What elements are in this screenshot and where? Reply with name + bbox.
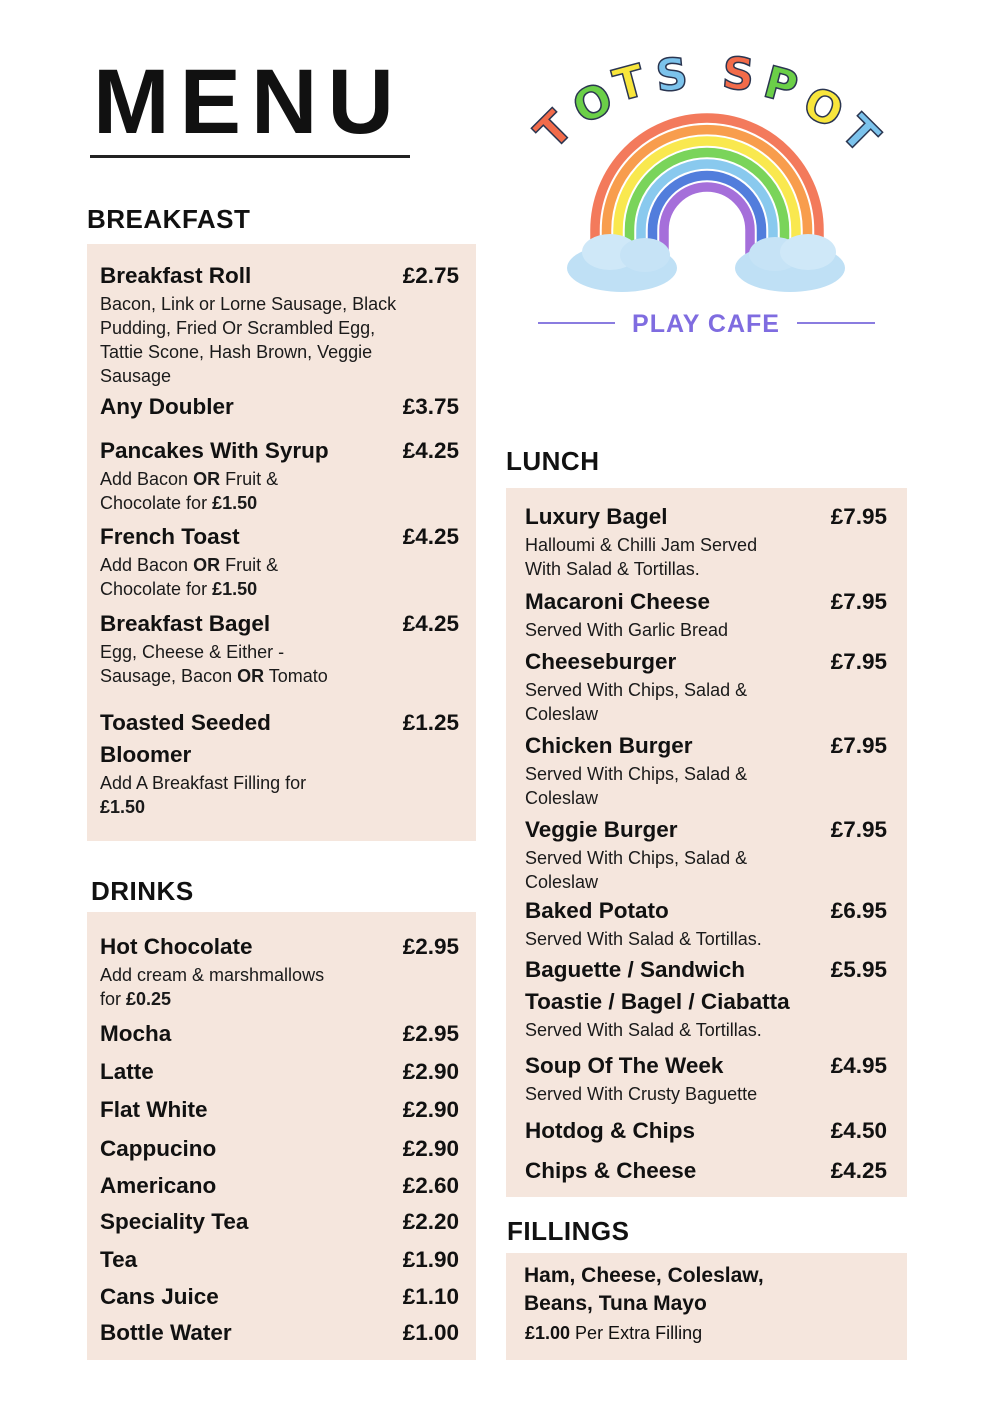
item-title: Any Doubler: [100, 394, 234, 419]
item-description: Served With Crusty Baguette: [525, 1084, 758, 1104]
item-title: Chicken Burger: [525, 733, 693, 758]
item-description: Tattie Scone, Hash Brown, Veggie: [100, 342, 373, 362]
breakfast-heading: BREAKFAST: [87, 204, 251, 234]
item-description: Halloumi & Chilli Jam Served: [525, 535, 758, 555]
item-description: Bacon, Link or Lorne Sausage, Black: [100, 294, 397, 314]
item-title: Baguette / Sandwich: [525, 957, 746, 982]
item-price: £1.00: [402, 1320, 459, 1345]
item-price: £1.25: [402, 710, 459, 735]
emphasis: £1.50: [212, 493, 258, 513]
item-price: £7.95: [830, 649, 887, 674]
item-title: Hotdog & Chips: [525, 1118, 695, 1143]
item-description: Chocolate for £1.50: [100, 579, 258, 599]
item-price: £7.95: [830, 589, 887, 614]
item-price: £4.50: [830, 1118, 887, 1143]
item-title: Luxury Bagel: [525, 504, 668, 529]
item-description: Sausage, Bacon OR Tomato: [100, 666, 328, 686]
drinks-item: [100, 1317, 459, 1349]
breakfast-item: [100, 391, 459, 423]
item-description: Add Bacon OR Fruit &: [100, 469, 279, 489]
drinks-item: [100, 1244, 459, 1276]
item-description: Served With Salad & Tortillas.: [525, 1020, 762, 1040]
item-title: Flat White: [100, 1097, 208, 1122]
item-price: £4.25: [402, 611, 459, 636]
item-description: Served With Salad & Tortillas.: [525, 929, 762, 949]
lunch-item: [525, 730, 887, 810]
emphasis: £0.25: [126, 989, 172, 1009]
item-description: Served With Garlic Bread: [525, 620, 729, 640]
breakfast-item: [100, 260, 459, 388]
brand-letter: S: [653, 48, 690, 103]
cloud-left-icon: [567, 234, 677, 292]
item-description: Coleslaw: [525, 788, 599, 808]
brand-letter: T: [525, 101, 583, 159]
fillings-price: £1.00: [525, 1323, 571, 1343]
item-description: Add Bacon OR Fruit &: [100, 555, 279, 575]
lunch-item: [525, 814, 887, 894]
item-title: Latte: [100, 1059, 154, 1084]
item-title: French Toast: [100, 524, 240, 549]
item-title: Bottle Water: [100, 1320, 232, 1345]
item-description: Served With Chips, Salad &: [525, 848, 748, 868]
item-title: Cans Juice: [100, 1284, 219, 1309]
item-price: £4.25: [830, 1158, 887, 1183]
drinks-item: [100, 931, 459, 1011]
brand-letter: T: [831, 105, 889, 163]
item-price: £3.75: [402, 394, 459, 419]
item-title: Mocha: [100, 1021, 172, 1046]
tagline: PLAY CAFE: [632, 310, 780, 338]
fillings-line: Ham, Cheese, Coleslaw,: [524, 1264, 764, 1287]
brand-letter: T: [608, 55, 651, 113]
item-title: Chips & Cheese: [525, 1158, 697, 1183]
item-description: Coleslaw: [525, 872, 599, 892]
item-price: £2.60: [402, 1173, 459, 1198]
item-title: Macaroni Cheese: [525, 589, 711, 614]
item-title: Toastie / Bagel / Ciabatta: [525, 989, 790, 1014]
item-title: Baked Potato: [525, 898, 669, 923]
fillings-price-note: [525, 1321, 702, 1345]
item-description: Pudding, Fried Or Scrambled Egg,: [100, 318, 376, 338]
item-price: £2.20: [402, 1209, 459, 1234]
item-price: £4.25: [402, 524, 459, 549]
tots-spot-logo: [520, 30, 900, 350]
item-description: Add A Breakfast Filling for: [100, 773, 307, 793]
item-description: Egg, Cheese & Either -: [100, 642, 285, 662]
menu-title: MENU: [93, 51, 404, 153]
drinks-item: [100, 1206, 459, 1238]
lunch-item: [525, 1115, 887, 1147]
breakfast-item: [100, 707, 459, 819]
drinks-item: [100, 1018, 459, 1050]
lunch-item: [525, 501, 887, 581]
lunch-item: [525, 646, 887, 726]
item-title: Hot Chocolate: [100, 934, 253, 959]
item-price: £7.95: [830, 817, 887, 842]
item-title: Breakfast Bagel: [100, 611, 271, 636]
item-title: Toasted Seeded: [100, 710, 271, 735]
brand-letter: O: [795, 76, 851, 139]
item-price: £4.95: [830, 1053, 887, 1078]
fillings-list: [524, 1262, 764, 1318]
item-title: Cheeseburger: [525, 649, 677, 674]
item-title: Cappucino: [100, 1136, 217, 1161]
item-price: £2.95: [402, 934, 459, 959]
emphasis: OR: [237, 666, 265, 686]
emphasis: OR: [193, 555, 221, 575]
item-price: £2.90: [402, 1097, 459, 1122]
lunch-item: [525, 1050, 887, 1106]
item-price: £4.25: [402, 438, 459, 463]
emphasis: £1.50: [212, 579, 258, 599]
emphasis: £1.50: [100, 797, 146, 817]
lunch-item: [525, 954, 887, 1042]
brand-letter: P: [758, 56, 803, 115]
drinks-item: [100, 1094, 459, 1126]
item-price: £1.90: [402, 1247, 459, 1272]
item-description: Sausage: [100, 366, 172, 386]
drinks-item: [100, 1281, 459, 1313]
item-title: Speciality Tea: [100, 1209, 249, 1234]
drinks-item: [100, 1133, 459, 1165]
drinks-heading: DRINKS: [91, 876, 194, 906]
fillings-note: Per Extra Filling: [570, 1323, 703, 1343]
item-description: With Salad & Tortillas.: [525, 559, 700, 579]
fillings-line: Beans, Tuna Mayo: [524, 1292, 707, 1315]
item-price: £7.95: [830, 504, 887, 529]
item-description: Chocolate for £1.50: [100, 493, 258, 513]
lunch-item: [525, 1155, 887, 1187]
item-price: £1.10: [402, 1284, 459, 1309]
drinks-item: [100, 1170, 459, 1202]
item-description: for £0.25: [100, 989, 172, 1009]
item-title: Pancakes With Syrup: [100, 438, 329, 463]
lunch-item: [525, 895, 887, 951]
item-price: £6.95: [830, 898, 887, 923]
item-title: Breakfast Roll: [100, 263, 252, 288]
breakfast-item: [100, 608, 459, 688]
brand-letter: S: [720, 47, 757, 102]
item-price: £2.75: [402, 263, 459, 288]
item-title: Americano: [100, 1173, 217, 1198]
item-title: Tea: [100, 1247, 138, 1272]
title-underline: [90, 155, 410, 158]
breakfast-item: [100, 521, 459, 601]
item-price: £2.90: [402, 1059, 459, 1084]
breakfast-item: [100, 435, 459, 515]
item-description: Served With Chips, Salad &: [525, 680, 748, 700]
fillings-heading: FILLINGS: [507, 1216, 630, 1246]
item-price: £7.95: [830, 733, 887, 758]
item-description: Served With Chips, Salad &: [525, 764, 748, 784]
item-description: Coleslaw: [525, 704, 599, 724]
item-description: [100, 795, 306, 819]
lunch-heading: LUNCH: [506, 446, 600, 476]
item-title: Veggie Burger: [525, 817, 678, 842]
emphasis: OR: [193, 469, 221, 489]
brand-letter: O: [565, 72, 621, 135]
item-price: £2.95: [402, 1021, 459, 1046]
item-price: £2.90: [402, 1136, 459, 1161]
item-description: Add cream & marshmallows: [100, 965, 325, 985]
lunch-item: [525, 586, 887, 642]
item-title: Soup Of The Week: [525, 1053, 724, 1078]
drinks-item: [100, 1056, 459, 1088]
item-price: £5.95: [830, 957, 887, 982]
item-title: Bloomer: [100, 742, 192, 767]
